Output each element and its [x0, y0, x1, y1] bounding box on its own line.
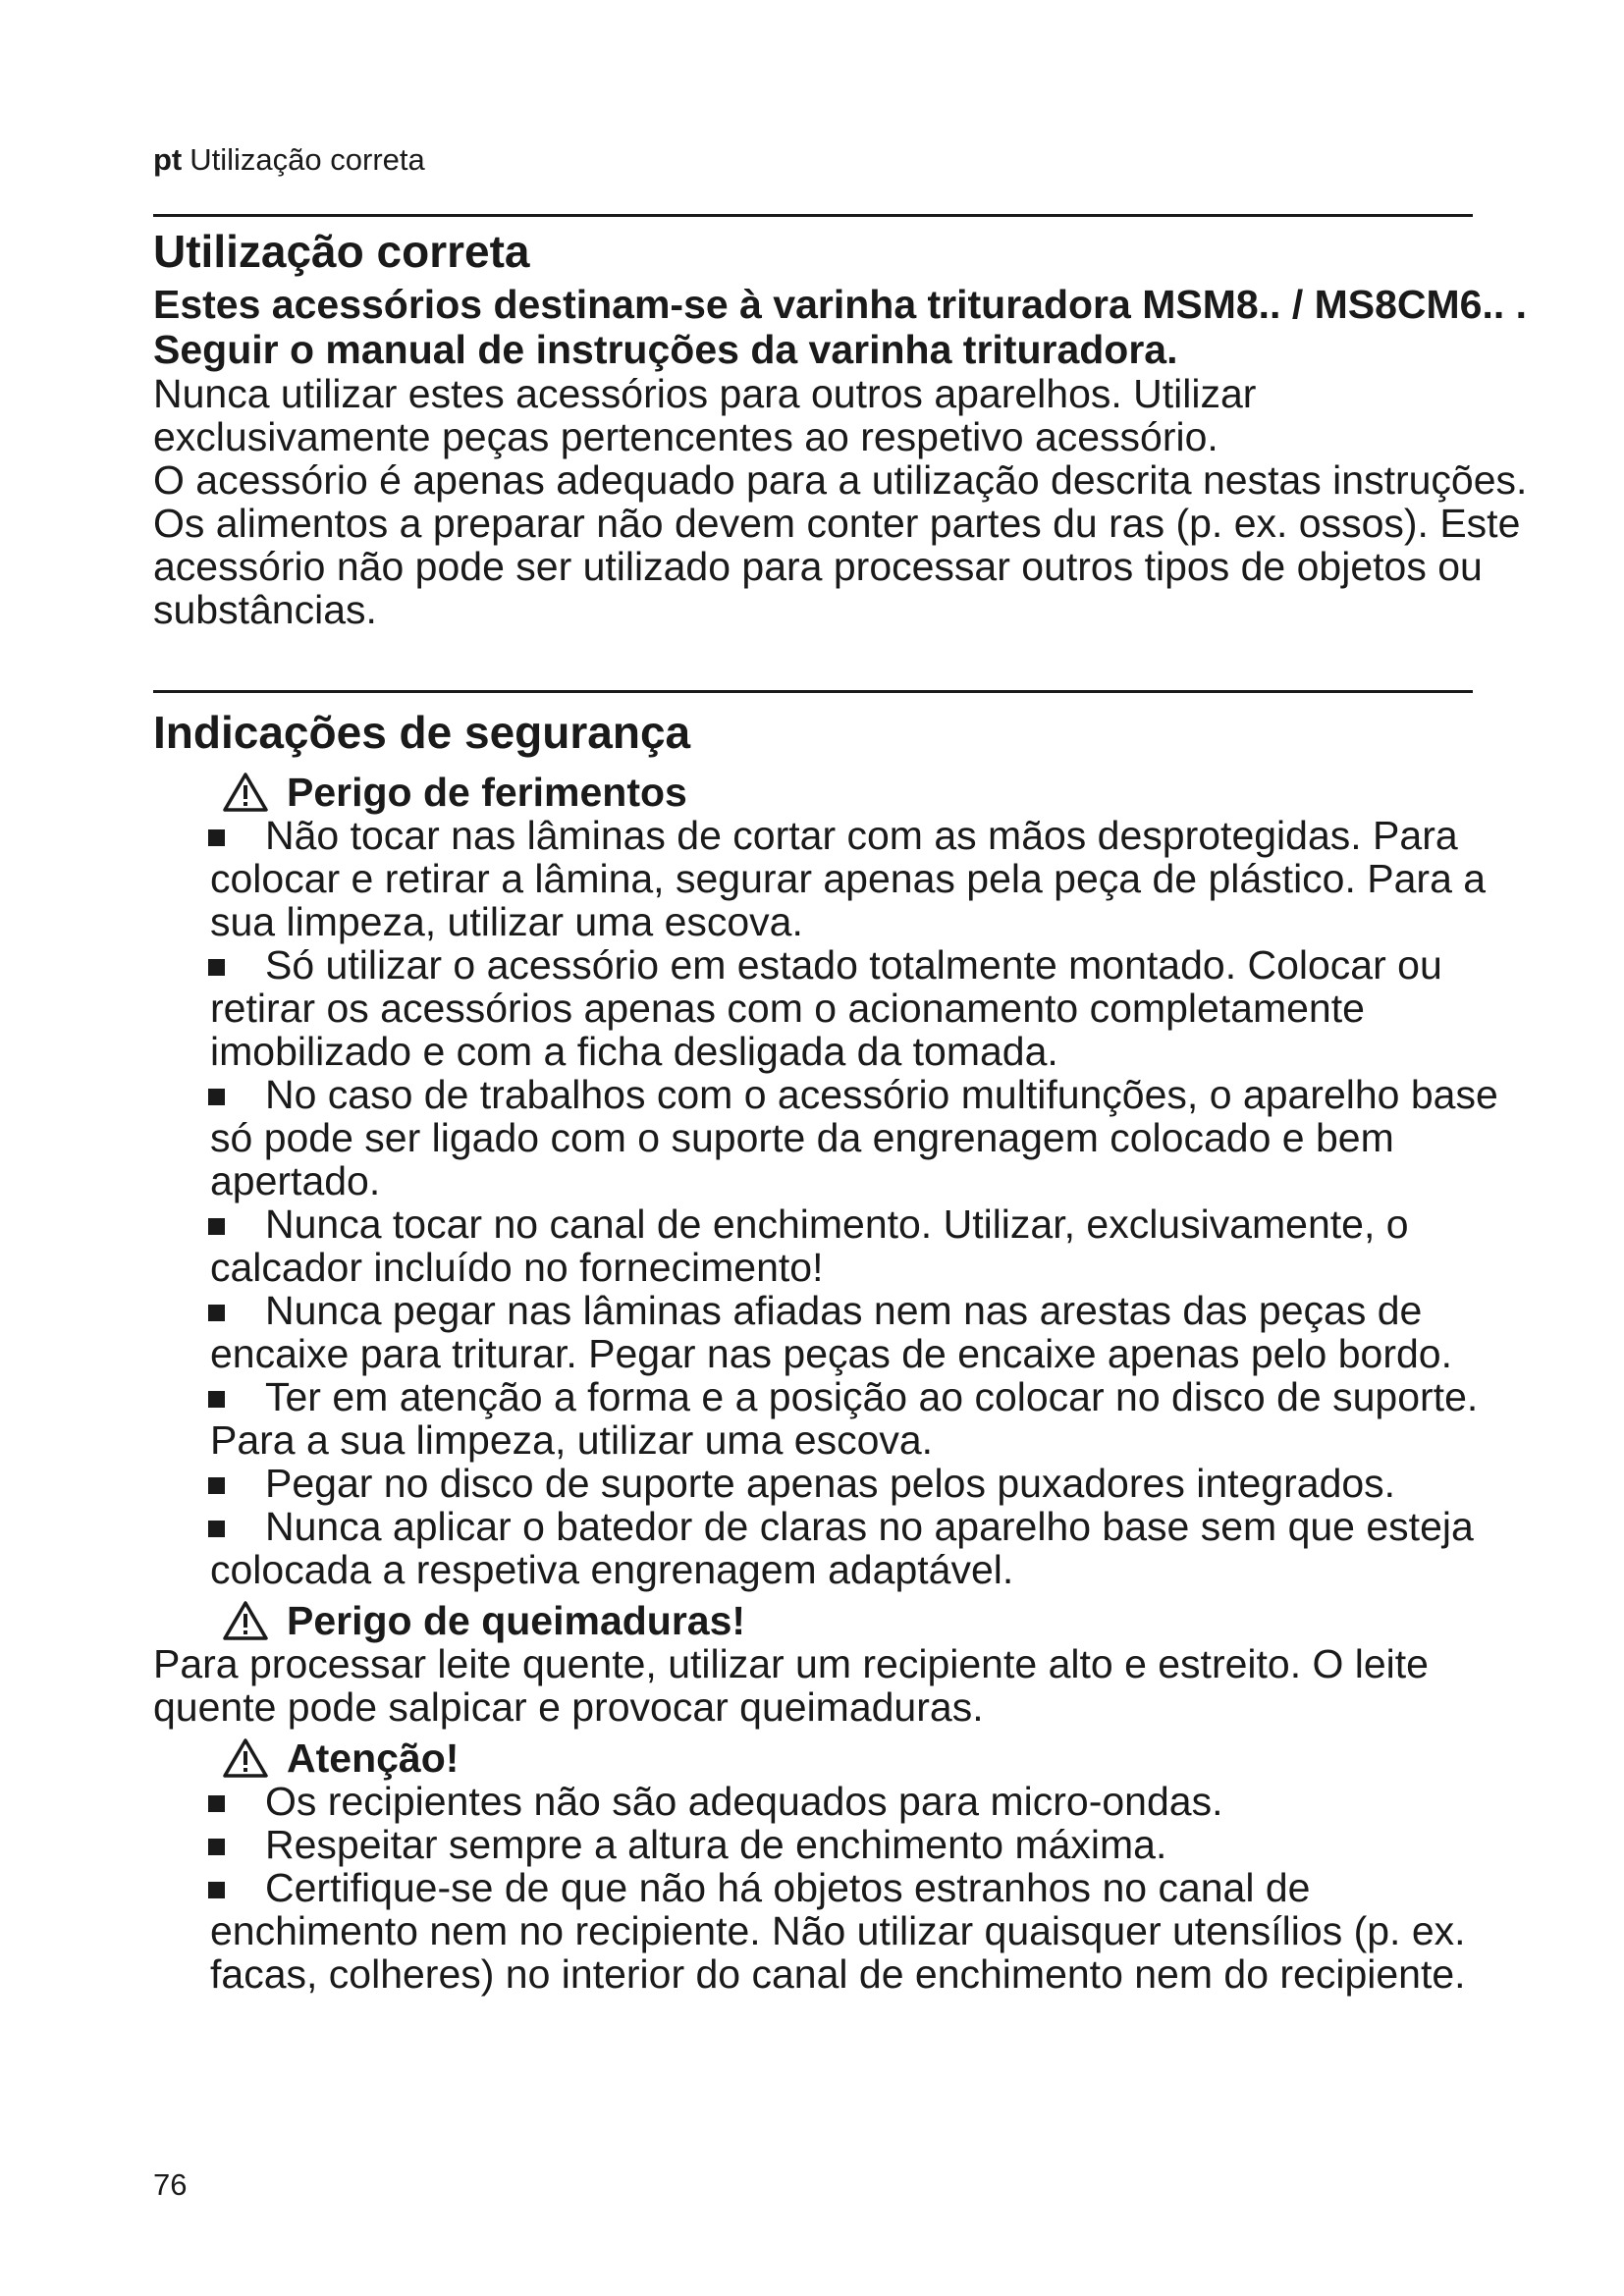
list-item: Os recipientes não são adequados para micro-ondas.: [153, 1780, 1526, 1823]
list-item: Certifique-se de que não há objetos estranhos no canal de enchimento nem no recipiente. Não utilizar quaisquer utensílios (p. ex. facas, colheres) no interior do canal de enchimento nem do recipiente.: [210, 1865, 1466, 1997]
warning-triangle-icon: [222, 1737, 269, 1779]
page-number: 76: [153, 2167, 188, 2202]
list-item: Respeitar sempre a altura de enchimento máxima.: [153, 1823, 1526, 1866]
list-item: Pegar no disco de suporte apenas pelos puxadores integrados.: [153, 1462, 1526, 1505]
bullet-square-icon: [208, 1089, 225, 1105]
list-item: Nunca aplicar o batedor de claras no aparelho base sem que esteja colocada a respetiva engrenagem adaptável.: [210, 1504, 1474, 1592]
hazard-heading-text: Perigo de ferimentos: [287, 770, 687, 815]
bullet-square-icon: [208, 959, 225, 976]
bullet-square-icon: [208, 1839, 225, 1855]
body-paragraph: Nunca utilizar estes acessórios para outros aparelhos. Utilizar exclusivamente peças pertencentes ao respetivo acessório.: [153, 371, 1257, 459]
hazard-heading-text: Perigo de queimaduras!: [287, 1598, 746, 1643]
injury-warning-list: [153, 814, 1528, 1591]
section-divider: [153, 690, 1473, 693]
list-item: Ter em atenção a forma e a posição ao colocar no disco de suporte. Para a sua limpeza, utilizar uma escova.: [210, 1374, 1479, 1463]
body-paragraph: O acessório é apenas adequado para a utilização descrita nestas instruções. Os alimentos a preparar não devem conter partes du ras (p. ex. ossos). Este acessório não pode ser utilizado para processar outros tipos de objetos ou substâncias.: [153, 457, 1528, 632]
list-item: Só utilizar o acessório em estado totalmente montado. Colocar ou retirar os acessórios apenas com o acionamento completamente imobilizado e com a ficha desligada da tomada.: [210, 942, 1442, 1074]
manual-page: [153, 0, 1528, 2296]
list-item: Não tocar nas lâminas de cortar com as mãos desprotegidas. Para colocar e retirar a lâmina, segurar apenas pela peça de plástico. Para a sua limpeza, utilizar uma escova.: [210, 813, 1487, 944]
burn-hazard-heading: [222, 1599, 1528, 1642]
bullet-square-icon: [208, 1795, 225, 1812]
bullet-square-icon: [208, 829, 225, 846]
bullet-square-icon: [208, 1477, 225, 1494]
bullet-square-icon: [208, 1305, 225, 1321]
safety-section: [153, 702, 1528, 1996]
list-item: Nunca tocar no canal de enchimento. Utilizar, exclusivamente, o calcador incluído no fornecimento!: [210, 1201, 1409, 1290]
section-title: Indicações de segurança: [153, 707, 691, 758]
warning-triangle-icon: [222, 1600, 269, 1641]
burn-hazard-text: Para processar leite quente, utilizar um recipiente alto e estreito. O leite quente pode salpicar e provocar queimaduras.: [153, 1641, 1429, 1730]
bullet-square-icon: [208, 1391, 225, 1408]
language-code: pt: [153, 142, 183, 177]
bullet-square-icon: [208, 1521, 225, 1537]
hazard-heading-text: Atenção!: [287, 1735, 460, 1781]
correct-use-section: [153, 221, 1528, 631]
section-title: Utilização correta: [153, 226, 530, 277]
attention-list: [153, 1780, 1528, 1996]
running-header: [153, 140, 425, 180]
bullet-square-icon: [208, 1218, 225, 1235]
list-item: No caso de trabalhos com o acessório multifunções, o aparelho base só pode ser ligado com o suporte da engrenagem colocado e bem apertado.: [210, 1072, 1498, 1203]
warning-triangle-icon: [222, 772, 269, 813]
list-item: Nunca pegar nas lâminas afiadas nem nas arestas das peças de encaixe para triturar. Pegar nas peças de encaixe apenas pelo bordo.: [210, 1288, 1452, 1376]
intro-bold-text: Estes acessórios destinam-se à varinha trituradora MSM8.. / MS8CM6.. . Seguir o manual de instruções da varinha trituradora.: [153, 282, 1528, 372]
section-divider: [153, 214, 1473, 217]
running-header-title: Utilização correta: [189, 142, 425, 177]
bullet-square-icon: [208, 1882, 225, 1898]
attention-heading: [222, 1736, 1528, 1780]
injury-hazard-heading: [222, 771, 1528, 814]
